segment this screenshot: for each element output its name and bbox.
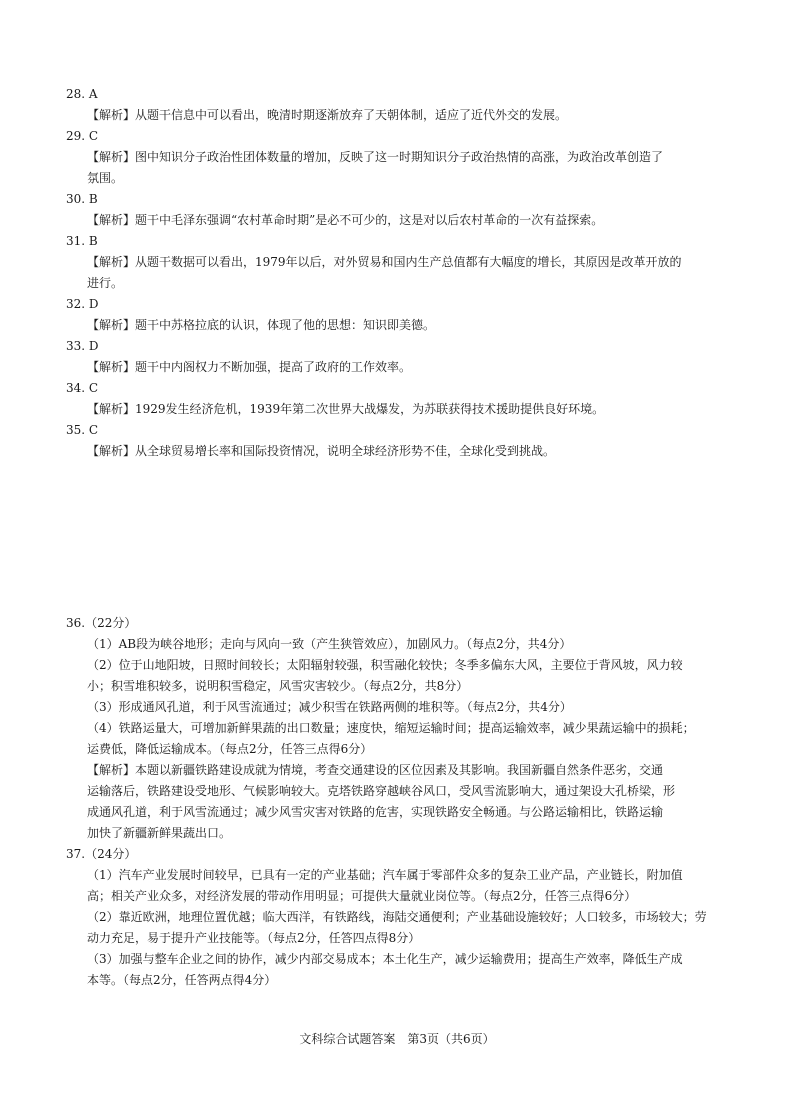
question-number: 30. B — [66, 192, 98, 206]
analysis-line: 【解析】1929发生经济危机，1939年第二次世界大战爆发，为苏联获得技术援助提供良好环境。 — [87, 402, 605, 416]
analysis-line: 【解析】题干中内阁权力不断加强，提高了政府的工作效率。 — [87, 360, 412, 374]
analysis-line: 【解析】从题干数据可以看出，1979年以后，对外贸易和国内生产总值都有大幅度的增长，其原因是改革开放的 — [87, 255, 682, 269]
analysis-section-choice — [66, 84, 746, 462]
page-footer: 文科综合试题答案 第3页（共6页） — [299, 1032, 495, 1046]
answer-line: 【解析】本题以新疆铁路建设成就为情境，考查交通建设的区位因素及其影响。我国新疆自然条件恶劣，交通 — [87, 763, 664, 777]
analysis-line: 【解析】从题干信息中可以看出，晚清时期逐渐放弃了天朝体制，适应了近代外交的发展。 — [87, 108, 568, 122]
question-number: 33. D — [66, 339, 99, 353]
question-36-number: 36.（22分） — [66, 616, 137, 630]
answer-line: （2）靠近欧洲，地理位置优越；临大西洋，有铁路线，海陆交通便利；产业基础设施较好；人口较多，市场较大；劳 — [87, 910, 707, 924]
answer-line: 本等。（每点2分，任答两点得4分） — [87, 973, 277, 987]
analysis-section-essay — [66, 613, 746, 991]
question-number: 34. C — [66, 381, 99, 395]
answer-line: 运输落后，铁路建设受地形、气候影响较大。克塔铁路穿越峡谷风口，受风雪流影响大，通过架设大孔桥梁，形 — [87, 784, 676, 798]
answer-line: （1）AB段为峡谷地形；走向与风向一致（产生狭管效应），加剧风力。（每点2分，共4分） — [87, 637, 572, 651]
analysis-line: 【解析】题干中苏格拉底的认识，体现了他的思想：知识即美德。 — [87, 318, 436, 332]
answer-line: （4）铁路运量大，可增加新鲜果蔬的出口数量；速度快，缩短运输时间；提高运输效率，减少果蔬运输中的损耗； — [87, 721, 695, 735]
answer-line: 加快了新疆新鲜果蔬出口。 — [87, 826, 232, 840]
answer-line: 高；相关产业众多，对经济发展的带动作用明显；可提供大量就业岗位等。（每点2分，任答三点得6分） — [87, 889, 637, 903]
answer-line: 动力充足，易于提升产业技能等。（每点2分，任答四点得8分） — [87, 931, 421, 945]
answer-line: （3）形成通风孔道，利于风雪流通过；减少积雪在铁路两侧的堆积等。（每点2分，共4分） — [87, 700, 572, 714]
question-number: 28. A — [66, 87, 98, 101]
question-36-answer — [66, 634, 746, 844]
analysis-line: 【解析】题干中毛泽东强调“农村革命时期”是必不可少的，这是对以后农村革命的一次有益探索。 — [87, 213, 604, 227]
question-number: 35. C — [66, 423, 99, 437]
question-number: 29. C — [66, 129, 99, 143]
question-37-answer — [66, 865, 746, 991]
answer-line: 运费低，降低运输成本。（每点2分，任答三点得6分） — [87, 742, 373, 756]
question-number: 32. D — [66, 297, 99, 311]
answer-line: （3）加强与整车企业之间的协作，减少内部交易成本；本土化生产，减少运输费用；提高生产效率，降低生产成 — [87, 952, 683, 966]
analysis-line: 【解析】从全球贸易增长率和国际投资情况，说明全球经济形势不佳，全球化受到挑战。 — [87, 444, 556, 458]
answer-line: （1）汽车产业发展时间较早，已具有一定的产业基础；汽车属于零部件众多的复杂工业产品，产业链长，附加值 — [87, 868, 683, 882]
answer-line: 成通风孔道，利于风雪流通过；减少风雪灾害对铁路的危害，实现铁路安全畅通。与公路运输相比，铁路运输 — [87, 805, 664, 819]
analysis-line: 氛围。 — [87, 171, 124, 185]
question-number: 31. B — [66, 234, 98, 248]
answer-line: 小；积雪堆积较多，说明积雪稳定，风雪灾害较少。（每点2分，共8分） — [87, 679, 469, 693]
analysis-line: 【解析】图中知识分子政治性团体数量的增加，反映了这一时期知识分子政治热情的高涨，为政治改革创造了 — [87, 150, 664, 164]
analysis-line: 进行。 — [87, 276, 124, 290]
question-37-number: 37.（24分） — [66, 847, 137, 861]
answer-line: （2）位于山地阳坡，日照时间较长；太阳辐射较强，积雪融化较快；冬季多偏东大风，主要位于背风坡，风力较 — [87, 658, 683, 672]
